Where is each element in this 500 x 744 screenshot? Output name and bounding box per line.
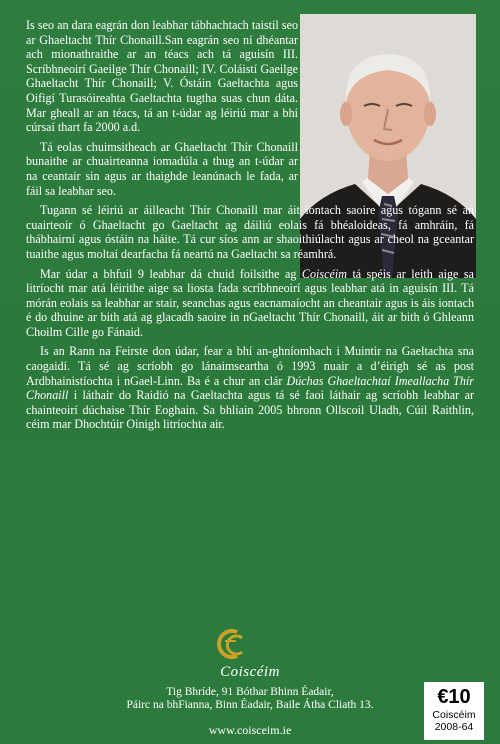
price-publisher: Coiscéim <box>432 709 476 721</box>
blurb-paragraph-5: Is an Rann na Feirste don údar, fear a bhí an-ghníomhach i Muintir na Gaeltachta sna caogaidí. Tá sé ag scríobh go lánaimseartha ó 1993 nuair a d’éirigh sé as post Ardbhainistíochta i nGael-Linn. Ba é a chur an clár Dúchas Ghaeltachtaí Imeallacha Thír Chonaill i láthair do Raidió na Gaeltachta agus tá sé faoi láthair ag scríobh leabhar ar chainteoirí dúchaise Thír Eoghain. Sa bhliain 2005 bhronn Ollscoil Uladh, Cúil Raithlin, céim mar Dhochtúir Oinigh litríochta air. <box>26 344 475 432</box>
blurb-paragraph-4: Mar údar a bhfuil 9 leabhar dá chuid foilsithe ag Coiscéim tá spéis ar leith aige sa litríocht mar atá léirithe aige sa liosta fada scríbhneoirí agus leabhar atá in aguisín III. Tá mórán eolais sa leabhar ar stair, seanchas agus eacnamaíocht an cheantair agus is áis iontach é do dhuine ar bith atá ag glacadh saoire in nGaeltacht Thír Chonaill, áit ar bith ó Ghleann Choilm Cille go Fánaid. <box>26 266 474 339</box>
blurb-paragraph-1: Is seo an dara eagrán don leabhar tábhachtach taistil seo ar Ghaeltacht Thír Chonaill.San eagrán seo ní dhéantar ach mionathraithe ar an téacs ach tá aguisín III. Scríbhneoirí Gaeilge Thír Chonaill; IV. Coláistí Gaeilge Ghaeltacht Thír Chonaill; V. Óstáin Gaeltachta agus Oifigí Turasóireahta Gaeltachta tugtha suas chun dáta. Mar gheall ar an téacs, tá an t-údar ag léiriú mar a bhí cúrsaí thart fa 2000 a.d. <box>26 18 298 135</box>
coisceim-logo-icon <box>212 626 248 662</box>
price-code: 2008-64 <box>434 721 474 733</box>
price-value: €10 <box>437 686 471 708</box>
publisher-address: Tig Bhríde, 91 Bóthar Bhinn Éadair, Páirc na bhFianna, Binn Éadair, Baile Átha Cliath 13. <box>126 686 374 711</box>
publisher-name: Coiscéim <box>220 664 280 680</box>
back-cover-blurb <box>26 18 474 437</box>
price-tag <box>424 682 484 740</box>
blurb-paragraph-3: Tugann sé léiriú ar áilleacht Thír Chonaill mar áit iontach saoire agus tógann sé an cuairteoir ó Ghaeltacht go Gaeltacht ag dáiliú eolais fá bhéaloideas, fá amhráin, fá thábhairní agus óstáin na háite. Tá cur síos ann ar shaoithiúlacht agus ar cheol na gceantar tuaithe agus moltaí dearfacha fá neartú na Gaeltacht sa réamhrá. <box>26 203 474 261</box>
publisher-website: www.coisceim.ie <box>208 723 292 737</box>
blurb-paragraph-2: Tá eolas chuimsitheach ar Ghaeltacht Thír Chonaill bunaithe ar chuairteanna iomadúla a thug an t-údar ar na ceantair sin agus ar thaighde leanúnach le fada, ar fáil sa leabhar seo. <box>26 139 298 198</box>
